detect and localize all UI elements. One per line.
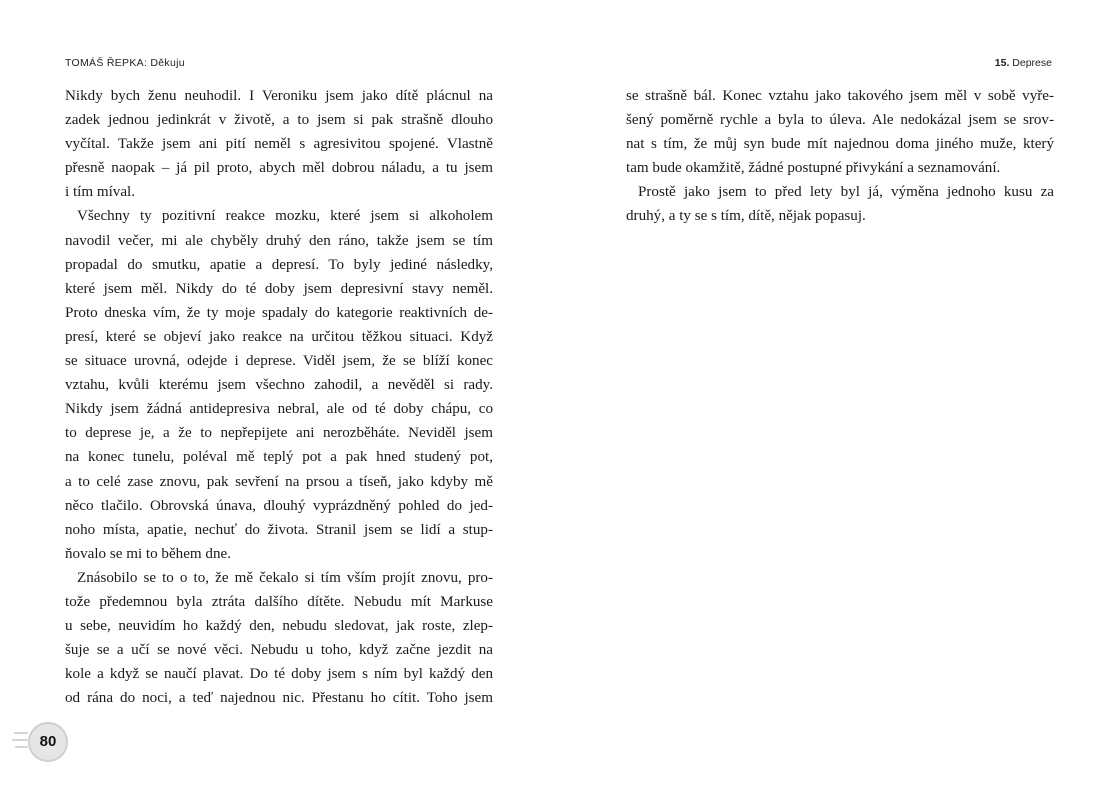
text-line: kole a když se naučí plavat. Do té doby jsem s ním byl každý den: [65, 666, 493, 683]
text-line: vztahu, kvůli kterému jsem všechno zahodil, a nevěděl si rady.: [65, 377, 493, 394]
speed-streak-decoration: [15, 746, 28, 748]
text-line: se strašně bál. Konec vztahu jako takového jsem měl v sobě vyře-: [626, 88, 1054, 104]
speed-streak-decoration: [14, 732, 28, 734]
text-line: navodil večer, mi ale chyběly druhý den ráno, takže jsem se tím: [65, 232, 493, 249]
text-line: Prostě jako jsem to před lety byl já, výměna jednoho kusu za: [638, 184, 1054, 201]
text-line: zadek jednou jedinkrát v životě, a to jsem si pak strašně dlouho: [65, 112, 493, 129]
text-line: na konec tunelu, poléval mě teplý pot a pak hned studený pot,: [65, 449, 493, 466]
text-line: vyčítal. Takže jsem ani pití neměl s agresivitou spojené. Vlastně: [65, 136, 493, 153]
text-line: u sebe, neuvidím ho každý den, nebudu sledovat, jak roste, zlep-: [65, 618, 493, 635]
text-line: i tím míval.: [65, 184, 136, 201]
text-line: nat s tím, že můj syn bude mít najednou doma jiného muže, který: [626, 136, 1054, 153]
text-line: tam bude okamžitě, žádné postupné přivykání a seznamování.: [626, 160, 1001, 177]
text-line: šuje se a učí se nové věci. Nebudu u toho, když začne jezdit na: [65, 642, 493, 659]
page-number: 80: [39, 733, 57, 750]
text-line: propadal do smutku, apatie a depresí. To byly jediné následky,: [65, 256, 493, 273]
text-line: Znásobilo se to o to, že mě čekalo si tím vším projít znovu, pro-: [77, 569, 493, 586]
page-number-badge: [12, 722, 72, 764]
speed-streak-decoration: [12, 739, 28, 741]
text-line: to deprese je, a že to nepřepijete ani nerozběháte. Neviděl jsem: [65, 425, 493, 442]
text-line: šený poměrně rychle a byla to úleva. Ale nedokázal jsem se srov-: [626, 112, 1054, 129]
text-line: Proto dneska vím, že ty moje spadaly do kategorie reaktivních de-: [65, 304, 493, 321]
text-line: Všechny ty pozitivní reakce mozku, které jsem si alkoholem: [77, 208, 493, 225]
left-page-text: [65, 84, 493, 710]
text-line: se situace urovná, odejde i deprese. Viděl jsem, že se blíží konec: [65, 353, 493, 370]
text-line: Nikdy bych ženu neuhodil. I Veroniku jsem jako dítě plácnul na: [65, 88, 493, 104]
text-line: od rána do noci, a teď najednou nic. Přestanu ho cítit. Toho jsem: [65, 690, 493, 707]
chapter-title: Deprese: [1012, 57, 1052, 69]
text-line: Nikdy jsem žádná antidepresiva nebral, ale od té doby chápu, co: [65, 401, 493, 418]
text-line: presí, které se objeví jako reakce na určitou těžkou situaci. Když: [65, 328, 493, 345]
text-line: něco tlačilo. Obrovská únava, dlouhý vyprázdněný pohled do jed-: [65, 497, 493, 514]
text-line: přesně naopak – já pil proto, abych měl dobrou náladu, a tu jsem: [65, 160, 493, 177]
running-header-left: TOMÁŠ ŘEPKA: Děkuju: [65, 57, 185, 69]
right-page-text: [626, 84, 1054, 229]
text-line: noho místa, apatie, nechuť do života. Stranil jsem se lidí a stup-: [65, 521, 493, 538]
text-line: ňovalo se mi to během dne.: [65, 545, 231, 562]
text-line: a to celé zase znovu, pak sevření na prsou a tíseň, jako kdyby mě: [65, 473, 493, 490]
text-line: které jsem měl. Nikdy do té doby jsem depresivní stavy neměl.: [65, 280, 493, 297]
running-header-right: [995, 57, 1052, 69]
text-line: druhý, a ty se s tím, dítě, nějak popasuj.: [626, 208, 866, 225]
chapter-number: 15.: [994, 57, 1010, 69]
text-line: tože předemnou byla ztráta dalšího dítěte. Nebudu mít Markuse: [65, 593, 493, 610]
